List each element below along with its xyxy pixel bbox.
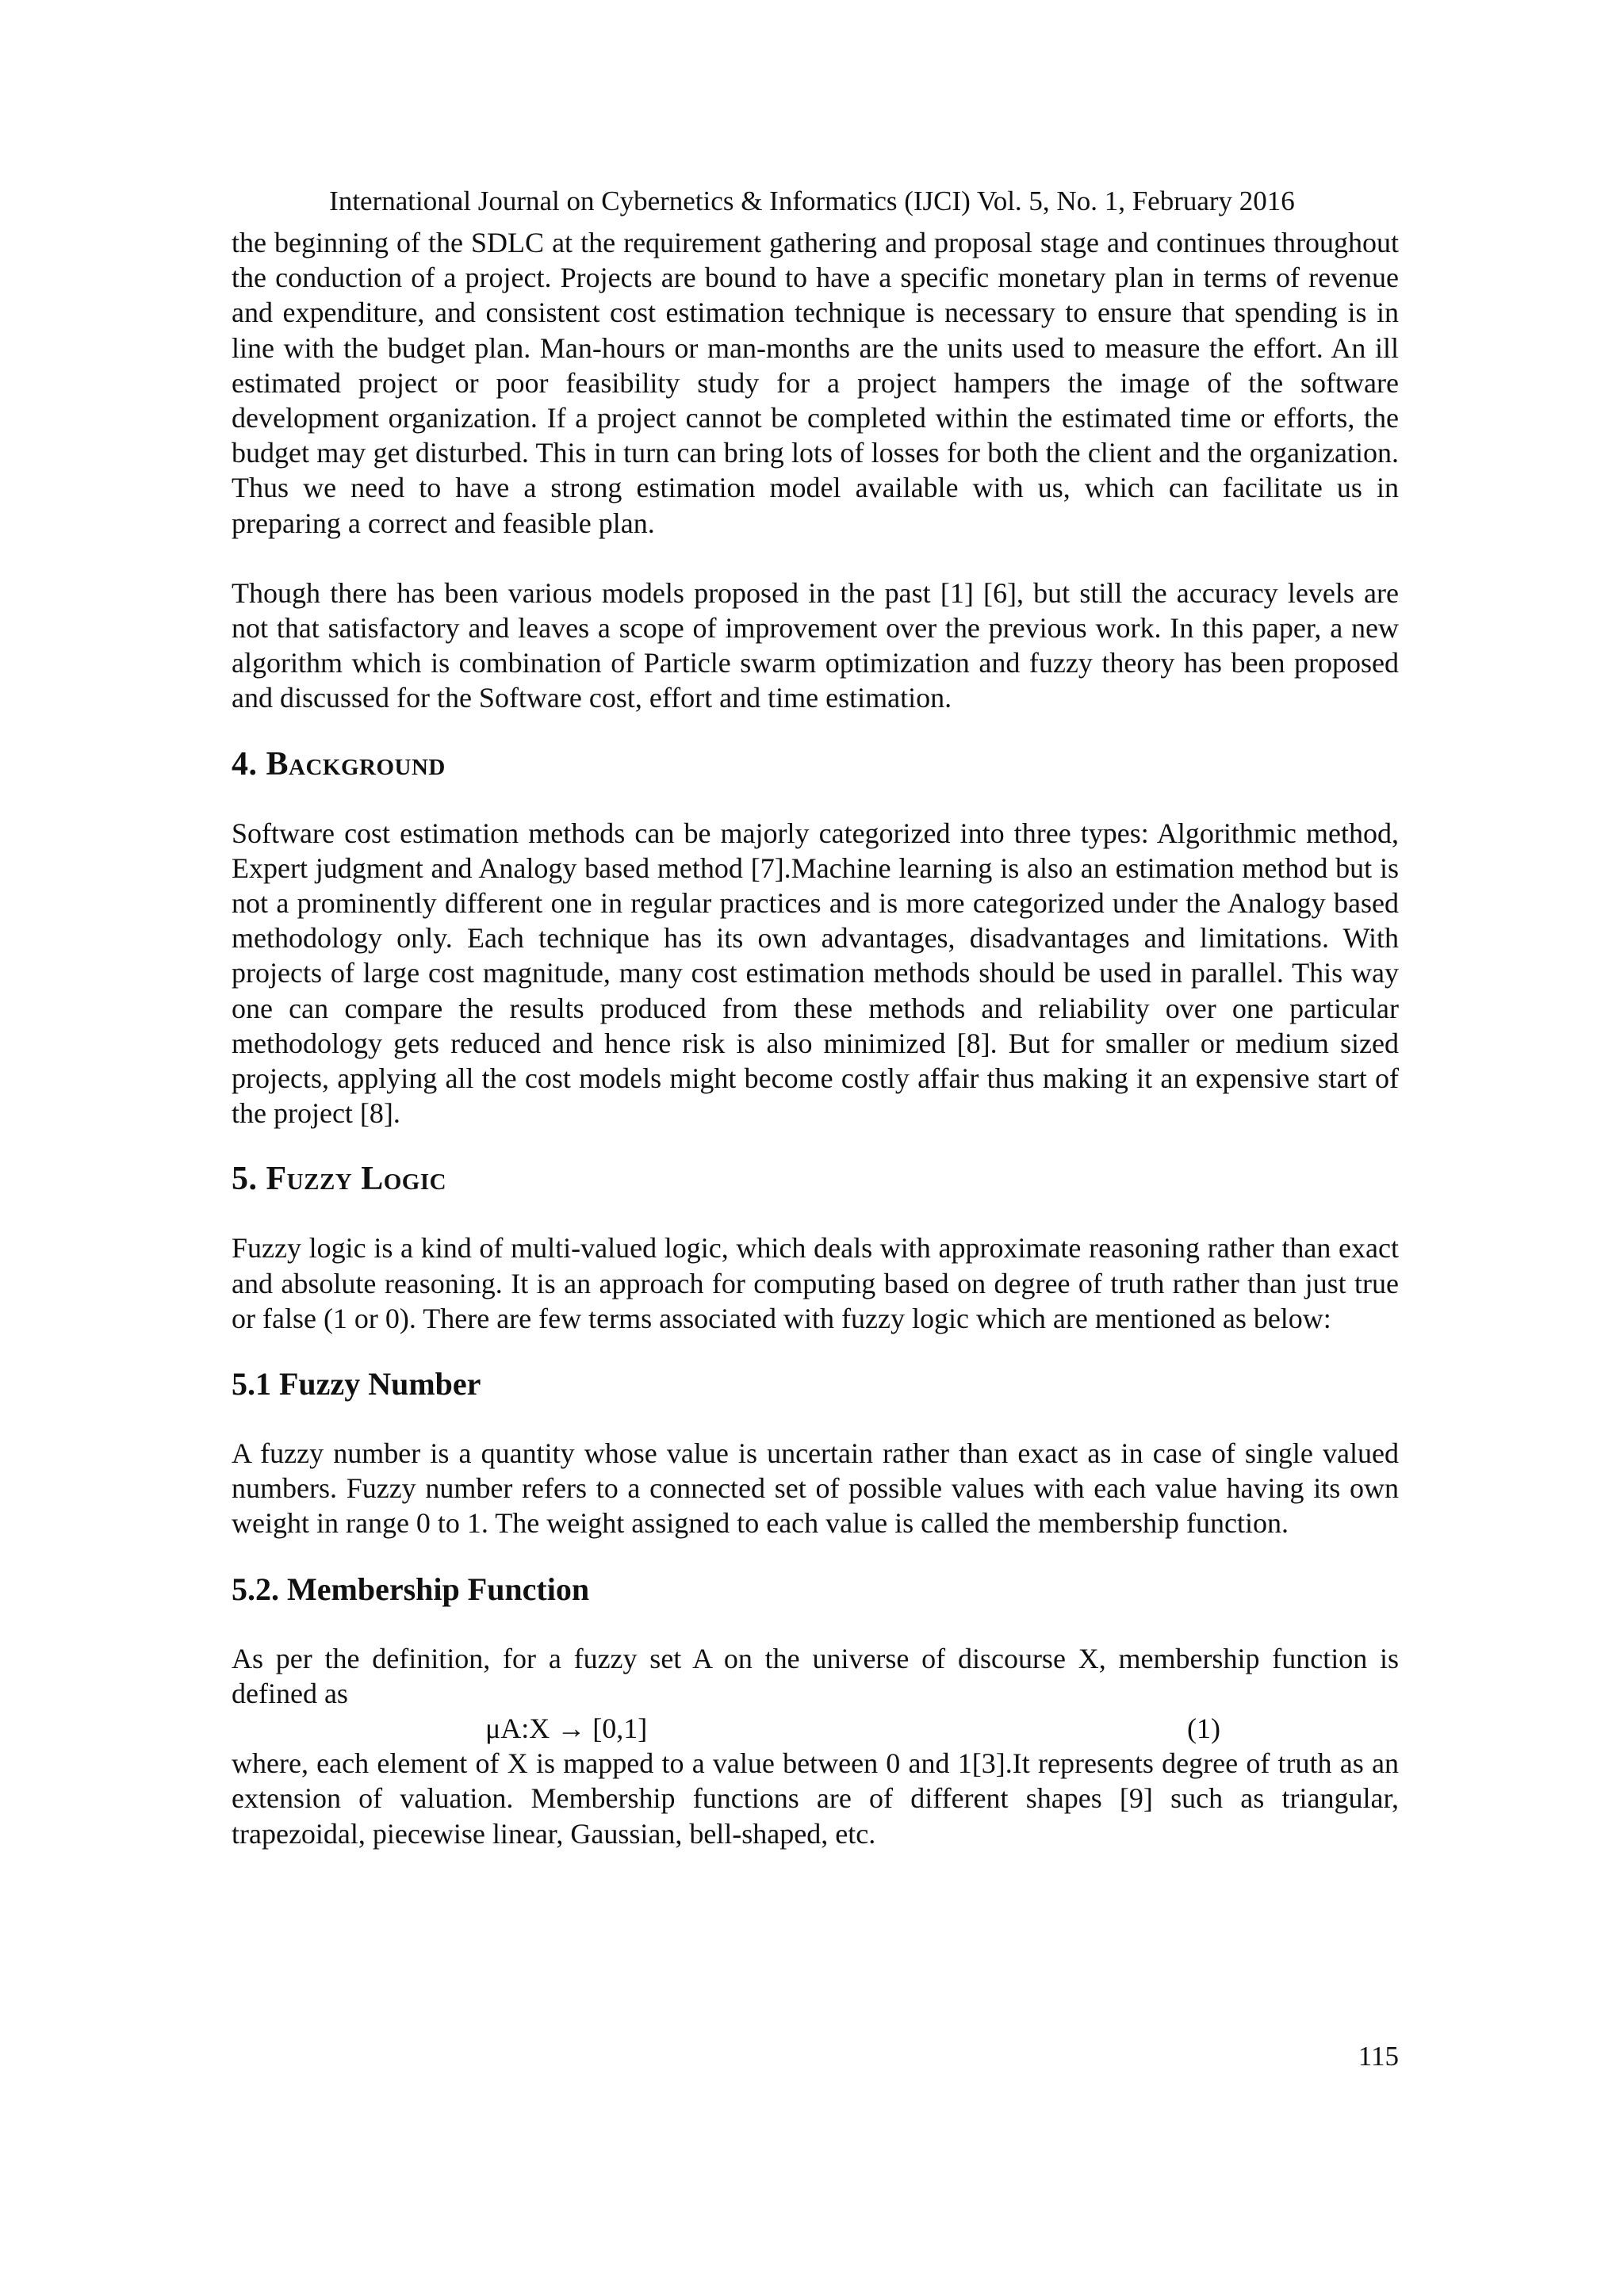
heading-fuzzy-logic: 5. Fuzzy Logic [232, 1161, 447, 1198]
running-header: International Journal on Cybernetics & Informatics (IJCI) Vol. 5, No. 1, February 2016 [329, 186, 1295, 216]
paragraph-membership-after: where, each element of X is mapped to a value between 0 and 1[3].It represents degree of truth as an extension of valuation. Membership functions are of different shapes [9] such as triangular, trapezoidal, piecewise linear, Gaussian, bell-shaped, etc. [232, 1747, 1399, 1850]
equation-number: (1) [1187, 1712, 1220, 1745]
heading-fuzzy-number: 5.1 Fuzzy Number [232, 1366, 481, 1402]
page-content [232, 225, 1399, 1851]
paragraph-intro-continued: the beginning of the SDLC at the requirement gathering and proposal stage and continues throughout the conduction of a project. Projects are bound to have a specific monetary plan in terms of revenue and expenditure, and consistent cost estimation technique is necessary to ensure that spending is in line with the budget plan. Man-hours or man-months are the units used to measure the effort. An ill estimated project or poor feasibility study for a project hampers the image of the software development organization. If a project cannot be completed within the estimated time or efforts, the budget may get disturbed. This in turn can bring lots of losses for both the client and the organization. Thus we need to have a strong estimation model available with us, which can facilitate us in preparing a correct and feasible plan. [232, 227, 1399, 539]
equation-expression: μA:X → [0,1] [485, 1712, 648, 1745]
heading-membership-function: 5.2. Membership Function [232, 1571, 590, 1607]
page-number: 115 [1358, 2041, 1399, 2072]
paragraph-membership-intro: As per the definition, for a fuzzy set A on the universe of discourse X, membership function is defined as [232, 1642, 1399, 1709]
paragraph-fuzzy-logic: Fuzzy logic is a kind of multi-valued logic, which deals with approximate reasoning rather than exact and absolute reasoning. It is an approach for computing based on degree of truth rather than just true or false (1 or 0). There are few terms associated with fuzzy logic which are mentioned as below: [232, 1232, 1399, 1334]
paragraph-intro-2: Though there has been various models proposed in the past [1] [6], but still the accuracy levels are not that satisfactory and leaves a scope of improvement over the previous work. In this paper, a new algorithm which is combination of Particle swarm optimization and fuzzy theory has been proposed and discussed for the Software cost, effort and time estimation. [232, 576, 1399, 714]
paragraph-background: Software cost estimation methods can be majorly categorized into three types: Algorithmic method, Expert judgment and Analogy based method [7].Machine learning is also an estimation method but is not a prominently different one in regular practices and is more categorized under the Analogy based methodology only. Each technique has its own advantages, disadvantages and limitations. With projects of large cost magnitude, many cost estimation methods should be used in parallel. This way one can compare the results produced from these methods and reliability over one particular methodology gets reduced and hence risk is also minimized [8]. But for smaller or medium sized projects, applying all the cost models might become costly affair thus making it an expensive start of the project [8]. [232, 817, 1399, 1130]
paragraph-fuzzy-number: A fuzzy number is a quantity whose value is uncertain rather than exact as in case of single valued numbers. Fuzzy number refers to a connected set of possible values with each value having its own weight in range 0 to 1. The weight assigned to each value is called the membership function. [232, 1437, 1399, 1540]
equation-1 [232, 1711, 1399, 1746]
heading-background: 4. Background [232, 745, 446, 783]
